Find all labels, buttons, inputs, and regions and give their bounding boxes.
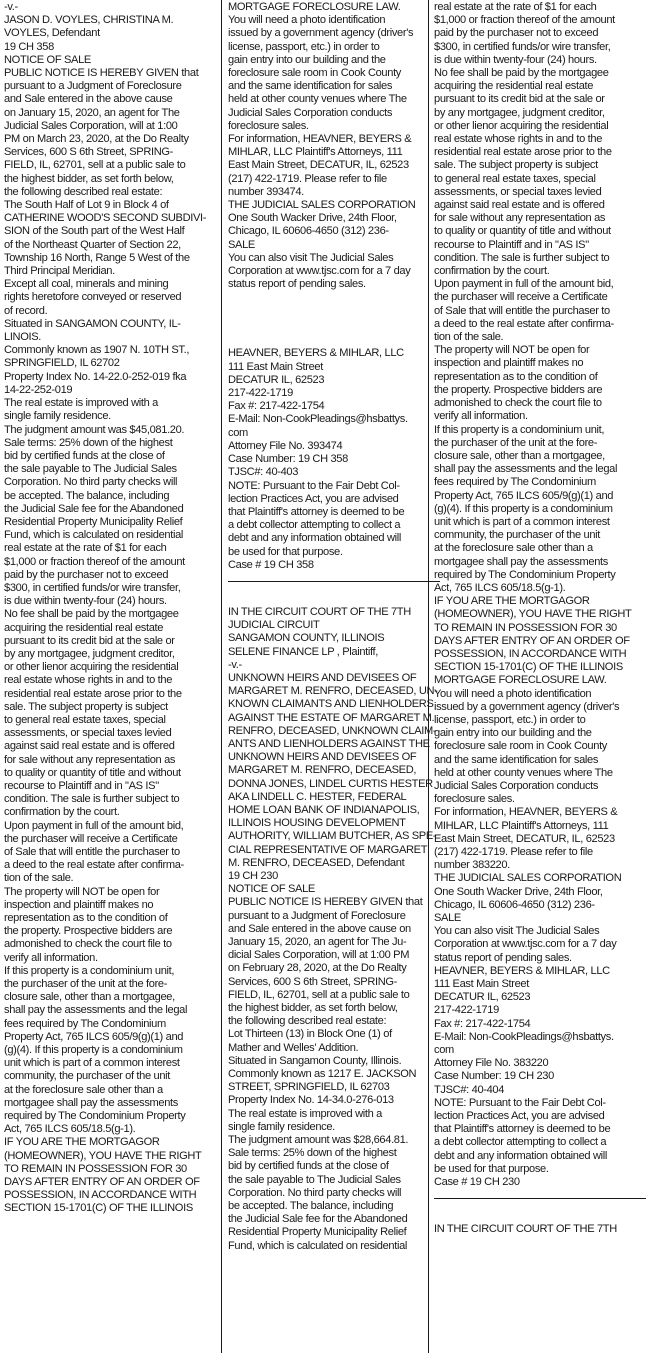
text-line: and Sale entered in the above cause: [4, 93, 173, 106]
text-line: or other lienor acquiring the residential: [4, 661, 179, 674]
text-line: at the foreclosure sale other than a: [434, 542, 593, 555]
text-line: Upon payment in full of the amount bid,: [434, 278, 614, 291]
column-3: [434, 1, 646, 1353]
text-line: DECATUR IL, 62523: [228, 373, 325, 386]
text-line: be used for that purpose.: [228, 545, 343, 558]
text-line: bid by certified funds at the close of: [228, 1160, 389, 1173]
text-line: rights heretofore conveyed or reserved: [4, 291, 182, 304]
text-line: The real estate is improved with a: [4, 397, 158, 410]
text-line: Except all coal, minerals and mining: [4, 278, 169, 291]
text-line: No fee shall be paid by the mortgagee: [4, 608, 179, 621]
text-line: DAYS AFTER ENTRY OF AN ORDER OF: [4, 1176, 200, 1189]
text-line: SALE: [434, 912, 461, 925]
notice-separator: [434, 1198, 646, 1199]
text-line: fees required by The Condominium: [434, 476, 596, 489]
text-line: THE JUDICIAL SALES CORPORATION: [434, 872, 622, 885]
text-line: pursuant to its credit bid at the sale or: [434, 93, 605, 106]
text-line: Situated in SANGAMON COUNTY, IL-: [4, 317, 181, 330]
text-line: For information, HEAVNER, BEYERS &: [434, 806, 618, 819]
text-line: IN THE CIRCUIT COURT OF THE 7TH: [434, 1223, 617, 1236]
text-line: that Plaintiff's attorney is deemed to be: [228, 505, 405, 518]
text-line: The judgment amount was $28,664.81.: [228, 1134, 409, 1147]
next-notice-heading: [434, 1223, 646, 1236]
text-line: $300, in certified funds/or wire transfer,: [434, 40, 611, 53]
text-line: E-Mail: Non-CookPleadings@hsbattys.: [228, 413, 408, 426]
text-line: UNKNOWN HEIRS AND DEVISEES OF: [228, 751, 417, 764]
spacer: [228, 291, 440, 347]
notice-19-ch-358-body: [4, 1, 216, 1216]
text-line: Case Number: 19 CH 358: [228, 453, 348, 466]
text-line: pursuant to its credit bid at the sale or: [4, 634, 175, 647]
text-line: on February 28, 2020, at the Do Realty: [228, 962, 407, 975]
text-line: admonished to check the court file to: [434, 397, 602, 410]
text-line: $300, in certified funds/or wire transfer,: [4, 581, 181, 594]
text-line: and Sale entered in the above cause on: [228, 922, 411, 935]
text-line: STREET, SPRINGFIELD, IL 62703: [228, 1081, 390, 1094]
text-line: closure sale, other than a mortgagee,: [4, 991, 175, 1004]
text-line: required by The Condominium Property: [4, 1110, 186, 1123]
text-line: to quality or quantity of title and without: [434, 225, 611, 238]
text-line: JUDICIAL CIRCUIT: [228, 619, 320, 632]
text-line: MARGARET M. RENFRO, DECEASED,: [228, 764, 417, 777]
text-line: lection Practices Act, you are advised: [228, 492, 399, 505]
text-line: HOME LOAN BANK OF INDIANAPOLIS,: [228, 803, 420, 816]
text-line: No fee shall be paid by the mortgagee: [434, 67, 609, 80]
text-line: for sale without any representation as: [4, 753, 176, 766]
text-line: against said real estate and is offered: [4, 740, 175, 753]
text-line: Property Act, 765 ILCS 605/9(g)(1) and: [434, 489, 614, 502]
text-line: SECTION 15-1701(C) OF THE ILLINOIS: [434, 661, 623, 674]
text-line: assessments, or special taxes levied: [434, 185, 602, 198]
text-line: the Judicial Sale fee for the Abandoned: [228, 1213, 408, 1226]
text-line: HEAVNER, BEYERS & MIHLAR, LLC: [228, 347, 404, 360]
text-line: Mather and Welles' Addition.: [228, 1041, 359, 1054]
attorney-block-19-ch-358: [228, 347, 440, 571]
text-line: FIELD, IL, 62701, sell at a public sale to: [228, 988, 410, 1001]
text-line: ANTS AND LIENHOLDERS AGAINST THE: [228, 737, 430, 750]
text-line: of Sale that will entitle the purchaser to: [434, 304, 610, 317]
text-line: by any mortgagee, judgment creditor,: [4, 647, 175, 660]
text-line: -v.-: [228, 658, 242, 671]
text-line: status report of pending sales.: [228, 278, 366, 291]
text-line: Act, 765 ILCS 605/18.5(g-1).: [434, 581, 566, 594]
text-line: the highest bidder, as set forth below,: [4, 172, 174, 185]
text-line: Case Number: 19 CH 230: [434, 1070, 554, 1083]
text-line: Attorney File No. 383220: [434, 1057, 549, 1070]
text-line: bid by certified funds at the close of: [4, 449, 165, 462]
text-line: East Main Street, DECATUR, IL, 62523: [434, 832, 615, 845]
text-line: the sale payable to The Judicial Sales: [4, 463, 177, 476]
notice-separator: [228, 581, 440, 582]
text-line: number 383220.: [434, 859, 510, 872]
text-line: number 393474.: [228, 185, 304, 198]
text-line: license, passport, etc.) in order to: [434, 713, 586, 726]
text-line: to quality or quantity of title and without: [4, 766, 181, 779]
text-line: -v.-: [4, 1, 18, 13]
text-line: community, the purchaser of the unit: [4, 1070, 171, 1083]
text-line: VOYLES, Defendant: [4, 27, 100, 40]
text-line: unit which is part of a common interest: [434, 515, 610, 528]
text-line: M. RENFRO, DECEASED, Defendant: [228, 856, 405, 869]
text-line: a debt collector attempting to collect a: [228, 519, 401, 532]
text-line: a deed to the real estate after confirma-: [434, 317, 614, 330]
text-line: confirmation by the court.: [434, 265, 550, 278]
text-line: the purchaser of the unit at the fore-: [4, 978, 168, 991]
text-line: Fax #: 217-422-1754: [434, 1017, 531, 1030]
column-1: [4, 1, 216, 1353]
text-line: Residential Property Municipality Relief: [228, 1226, 407, 1239]
text-line: is due within twenty-four (24) hours.: [434, 53, 597, 66]
text-line: mortgagee shall pay the assessments: [434, 555, 608, 568]
text-line: of Sale that will entitle the purchaser to: [4, 846, 180, 858]
text-line: com: [434, 1044, 454, 1057]
text-line: Sale terms: 25% down of the highest: [228, 1147, 397, 1160]
text-line: required by The Condominium Property: [434, 568, 616, 581]
text-line: One South Wacker Drive, 24th Floor,: [434, 885, 603, 898]
text-line: representation as to the condition of: [4, 912, 168, 925]
text-line: Corporation at www.tjsc.com for a 7 day: [228, 265, 411, 278]
text-line: verify all information.: [434, 410, 528, 423]
text-line: to general real estate taxes, special: [434, 172, 596, 185]
text-line: The South Half of Lot 9 in Block 4 of: [4, 199, 169, 212]
text-line: NOTICE OF SALE: [4, 53, 91, 66]
text-line: condition. The sale is further subject to: [4, 793, 180, 806]
text-line: DECATUR IL, 62523: [434, 991, 531, 1004]
text-line: Corporation. No third party checks will: [4, 476, 178, 489]
text-line: confirmation by the court.: [4, 806, 120, 819]
text-line: assessments, or special taxes levied: [4, 727, 172, 740]
text-line: against said real estate and is offered: [434, 199, 605, 212]
text-line: MIHLAR, LLC Plaintiff's Attorneys, 111: [228, 146, 403, 159]
text-line: ILLINOIS HOUSING DEVELOPMENT: [228, 817, 406, 830]
text-line: residential real estate arose prior to the: [434, 146, 612, 159]
text-line: be used for that purpose.: [434, 1162, 549, 1175]
text-line: by any mortgagee, judgment creditor,: [434, 106, 605, 119]
text-line: debt and any information obtained will: [228, 532, 401, 545]
text-line: LINOIS.: [4, 331, 42, 344]
text-line: (g)(4). If this property is a condominium: [434, 502, 613, 515]
text-line: the purchaser will receive a Certificate: [4, 832, 178, 845]
text-line: DAYS AFTER ENTRY OF AN ORDER OF: [434, 634, 630, 647]
text-line: SPRINGFIELD, IL 62702: [4, 357, 120, 370]
text-line: the Judicial Sale fee for the Abandoned: [4, 502, 184, 515]
text-line: sale. The subject property is subject: [4, 700, 168, 713]
text-line: PUBLIC NOTICE IS HEREBY GIVEN that: [228, 896, 423, 909]
text-line: IF YOU ARE THE MORTGAGOR: [434, 595, 590, 608]
text-line: For information, HEAVNER, BEYERS &: [228, 133, 412, 146]
text-line: The judgment amount was $45,081.20.: [4, 423, 185, 436]
text-line: THE JUDICIAL SALES CORPORATION: [228, 199, 416, 212]
text-line: TO REMAIN IN POSSESSION FOR 30: [4, 1162, 187, 1175]
text-line: real estate at the rate of $1 for each: [4, 542, 167, 555]
text-line: AUTHORITY, WILLIAM BUTCHER, AS SPE-: [228, 830, 437, 843]
text-line: recourse to Plaintiff and in "AS IS": [4, 779, 159, 792]
text-line: PUBLIC NOTICE IS HEREBY GIVEN that: [4, 67, 199, 80]
text-line: inspection and plaintiff makes no: [434, 357, 584, 370]
text-line: issued by a government agency (driver's: [228, 27, 414, 40]
text-line: (g)(4). If this property is a condominium: [4, 1044, 183, 1057]
column-divider: [221, 0, 222, 1353]
text-line: tion of the sale.: [4, 872, 74, 885]
text-line: Property Index No. 14-22.0-252-019 fka: [4, 370, 187, 383]
text-line: condition. The sale is further subject to: [434, 251, 610, 264]
text-line: foreclosure sales.: [228, 119, 309, 132]
text-line: real estate at the rate of $1 for each: [434, 1, 597, 13]
text-line: paid by the purchaser not to exceed: [434, 27, 599, 40]
text-line: Lot Thirteen (13) in Block One (1) of: [228, 1028, 392, 1041]
text-line: at the foreclosure sale other than a: [4, 1083, 163, 1096]
text-line: a debt collector attempting to collect a: [434, 1136, 607, 1149]
text-line: You will need a photo identification: [228, 14, 386, 27]
text-line: RENFRO, DECEASED, UNKNOWN CLAIM-: [228, 724, 437, 737]
notice-19-ch-230-body: [228, 606, 440, 1253]
column-2: [228, 1, 440, 1353]
text-line: the property. Prospective bidders are: [434, 383, 603, 396]
text-line: $1,000 or fraction thereof of the amount: [434, 14, 615, 27]
text-line: 19 CH 230: [228, 869, 278, 882]
text-line: and the same identification for sales: [228, 80, 393, 93]
text-line: be accepted. The balance, including: [228, 1200, 394, 1213]
text-line: You can also visit The Judicial Sales: [228, 251, 394, 264]
text-line: shall pay the assessments and the legal: [434, 463, 618, 476]
text-line: If this property is a condominium unit,: [434, 423, 605, 436]
text-line: Upon payment in full of the amount bid,: [4, 819, 184, 832]
text-line: Attorney File No. 393474: [228, 439, 343, 452]
text-line: debt and any information obtained will: [434, 1149, 607, 1162]
text-line: the property. Prospective bidders are: [4, 925, 173, 938]
text-line: the purchaser of the unit at the fore-: [434, 436, 598, 449]
text-line: Case # 19 CH 230: [434, 1176, 520, 1189]
text-line: TO REMAIN IN POSSESSION FOR 30: [434, 621, 617, 634]
text-line: The property will NOT be open for: [4, 885, 160, 898]
text-line: foreclosure sale room in Cook County: [228, 67, 401, 80]
text-line: to general real estate taxes, special: [4, 713, 166, 726]
text-line: SELENE FINANCE LP , Plaintiff,: [228, 645, 379, 658]
text-line: Fax #: 217-422-1754: [228, 400, 325, 413]
text-line: SALE: [228, 238, 255, 251]
text-line: AKA LINDELL C. HESTER, FEDERAL: [228, 790, 407, 803]
text-line: HEAVNER, BEYERS & MIHLAR, LLC: [434, 964, 610, 977]
text-line: Property Act, 765 ILCS 605/9(g)(1) and: [4, 1030, 184, 1043]
text-line: foreclosure sale room in Cook County: [434, 740, 607, 753]
text-line: held at other county venues where The: [434, 766, 613, 779]
text-line: Fund, which is calculated on residential: [4, 529, 184, 542]
text-line: acquiring the residential real estate: [434, 80, 594, 93]
text-line: AGAINST THE ESTATE OF MARGARET M.: [228, 711, 435, 724]
text-line: Township 16 North, Range 5 West of the: [4, 251, 190, 264]
text-line: single family residence.: [228, 1120, 335, 1133]
text-line: the following described real estate:: [228, 1015, 387, 1028]
text-line: Judicial Sales Corporation conducts: [228, 106, 393, 119]
text-line: held at other county venues where The: [228, 93, 407, 106]
text-line: 217-422-1719: [434, 1004, 499, 1017]
text-line: The property will NOT be open for: [434, 344, 590, 357]
text-line: CIAL REPRESENTATIVE OF MARGARET: [228, 843, 428, 856]
text-line: paid by the purchaser not to exceed: [4, 568, 169, 581]
text-line: POSSESSION, IN ACCORDANCE WITH: [4, 1189, 197, 1202]
text-line: January 15, 2020, an agent for The Ju-: [228, 936, 407, 948]
text-line: FIELD, IL, 62701, sell at a public sale to: [4, 159, 186, 172]
text-line: the highest bidder, as set forth below,: [228, 1002, 398, 1015]
text-line: MIHLAR, LLC Plaintiff's Attorneys, 111: [434, 819, 609, 832]
text-line: residential real estate arose prior to the: [4, 687, 182, 700]
text-line: sale. The subject property is subject: [434, 159, 598, 172]
text-line: pursuant to a Judgment of Foreclosure: [228, 909, 406, 922]
text-line: acquiring the residential real estate: [4, 621, 164, 634]
text-line: (217) 422-1719. Please refer to file: [228, 172, 387, 185]
text-line: Residential Property Municipality Relief: [4, 515, 183, 528]
text-line: TJSC#: 40-404: [434, 1083, 505, 1096]
text-line: E-Mail: Non-CookPleadings@hsbattys.: [434, 1030, 614, 1043]
text-line: KNOWN CLAIMANTS AND LIENHOLDERS: [228, 698, 434, 711]
text-line: tion of the sale.: [434, 331, 504, 344]
text-line: POSSESSION, IN ACCORDANCE WITH: [434, 647, 627, 660]
text-line: on January 15, 2020, an agent for The: [4, 106, 180, 119]
text-line: Commonly known as 1217 E. JACKSON: [228, 1068, 417, 1081]
text-line: If this property is a condominium unit,: [4, 964, 175, 977]
text-line: NOTE: Pursuant to the Fair Debt Col-: [434, 1096, 606, 1109]
text-line: real estate whose rights in and to the: [434, 133, 603, 146]
text-line: foreclosure sales.: [434, 793, 515, 806]
text-line: 19 CH 358: [4, 40, 54, 53]
text-line: Services, 600 S 6th Street, SPRING-: [228, 975, 398, 988]
text-line: Chicago, IL 60606-4650 (312) 236-: [228, 225, 389, 238]
text-line: community, the purchaser of the unit: [434, 529, 601, 542]
text-line: Third Principal Meridian.: [4, 265, 115, 278]
text-line: DONNA JONES, LINDEL CURTIS HESTER: [228, 777, 433, 790]
text-line: You can also visit The Judicial Sales: [434, 925, 600, 938]
text-line: the following described real estate:: [4, 185, 163, 198]
text-line: Judicial Sales Corporation, will at 1:00: [4, 119, 178, 132]
text-line: of the Northeast Quarter of Section 22,: [4, 238, 181, 251]
text-line: mortgagee shall pay the assessments: [4, 1096, 178, 1109]
text-line: TJSC#: 40-403: [228, 466, 299, 479]
text-line: Property Index No. 14-34.0-276-013: [228, 1094, 394, 1107]
text-line: the purchaser will receive a Certificate: [434, 291, 608, 304]
text-line: UNKNOWN HEIRS AND DEVISEES OF: [228, 671, 417, 684]
text-line: Services, 600 S 6th Street, SPRING-: [4, 146, 174, 159]
text-line: Commonly known as 1907 N. 10TH ST.,: [4, 344, 190, 357]
text-line: IF YOU ARE THE MORTGAGOR: [4, 1136, 160, 1149]
text-line: (HOMEOWNER), YOU HAVE THE RIGHT: [4, 1149, 202, 1162]
text-line: Corporation. No third party checks will: [228, 1186, 402, 1199]
text-line: closure sale, other than a mortgagee,: [434, 449, 605, 462]
notice-19-ch-230-continuation: [434, 1, 646, 1189]
text-line: recourse to Plaintiff and in "AS IS": [434, 238, 589, 251]
text-line: Fund, which is calculated on residential: [228, 1239, 408, 1252]
text-line: PM on March 23, 2020, at the Do Realty: [4, 133, 189, 146]
text-line: gain entry into our building and the: [434, 727, 592, 740]
text-line: pursuant to a Judgment of Foreclosure: [4, 80, 182, 93]
text-line: real estate whose rights in and to the: [4, 674, 173, 687]
text-line: for sale without any representation as: [434, 212, 606, 225]
text-line: MORTGAGE FORECLOSURE LAW.: [228, 1, 401, 13]
text-line: a deed to the real estate after confirma-: [4, 859, 184, 872]
text-line: Judicial Sales Corporation conducts: [434, 779, 599, 792]
text-line: 111 East Main Street: [228, 360, 323, 373]
text-line: (HOMEOWNER), YOU HAVE THE RIGHT: [434, 608, 632, 621]
text-line: SANGAMON COUNTY, ILLINOIS: [228, 632, 385, 645]
text-line: lection Practices Act, you are advised: [434, 1110, 605, 1123]
text-line: representation as to the condition of: [434, 370, 598, 383]
text-line: $1,000 or fraction thereof of the amount: [4, 555, 185, 568]
text-line: that Plaintiff's attorney is deemed to be: [434, 1123, 611, 1136]
text-line: of record.: [4, 304, 48, 317]
text-line: dicial Sales Corporation, will at 1:00 PM: [228, 949, 410, 962]
text-line: gain entry into our building and the: [228, 53, 386, 66]
text-line: 217-422-1719: [228, 387, 293, 400]
text-line: Corporation at www.tjsc.com for a 7 day: [434, 938, 617, 951]
text-line: be accepted. The balance, including: [4, 489, 170, 502]
text-line: IN THE CIRCUIT COURT OF THE 7TH: [228, 605, 411, 618]
text-line: One South Wacker Drive, 24th Floor,: [228, 212, 397, 225]
text-line: You will need a photo identification: [434, 687, 592, 700]
text-line: issued by a government agency (driver's: [434, 700, 620, 713]
text-line: inspection and plaintiff makes no: [4, 898, 154, 911]
text-line: verify all information.: [4, 951, 98, 964]
text-line: JASON D. VOYLES, CHRISTINA M.: [4, 14, 174, 27]
text-line: CATHERINE WOOD'S SECOND SUBDIVI-: [4, 212, 207, 225]
text-line: Case # 19 CH 358: [228, 558, 314, 571]
text-line: Chicago, IL 60606-4650 (312) 236-: [434, 898, 595, 911]
text-line: SION of the South part of the West Half: [4, 225, 185, 238]
text-line: fees required by The Condominium: [4, 1017, 166, 1030]
text-line: shall pay the assessments and the legal: [4, 1004, 188, 1017]
text-line: com: [228, 426, 248, 439]
text-line: MARGARET M. RENFRO, DECEASED, UN-: [228, 685, 438, 698]
text-line: NOTICE OF SALE: [228, 883, 315, 896]
text-line: MORTGAGE FORECLOSURE LAW.: [434, 674, 607, 687]
text-line: and the same identification for sales: [434, 753, 599, 766]
text-line: or other lienor acquiring the residential: [434, 119, 609, 132]
text-line: the sale payable to The Judicial Sales: [228, 1173, 401, 1186]
text-line: admonished to check the court file to: [4, 938, 172, 951]
text-line: status report of pending sales.: [434, 951, 572, 964]
text-line: is due within twenty-four (24) hours.: [4, 595, 167, 608]
text-line: East Main Street, DECATUR, IL, 62523: [228, 159, 409, 172]
text-line: license, passport, etc.) in order to: [228, 40, 380, 53]
text-line: 14-22-252-019: [4, 383, 73, 396]
text-line: The real estate is improved with a: [228, 1107, 382, 1120]
text-line: Sale terms: 25% down of the highest: [4, 436, 173, 449]
text-line: Situated in Sangamon County, Illinois.: [228, 1054, 402, 1067]
text-line: 111 East Main Street: [434, 978, 529, 991]
text-line: (217) 422-1719. Please refer to file: [434, 846, 593, 858]
text-line: NOTE: Pursuant to the Fair Debt Col-: [228, 479, 400, 492]
notice-19-ch-358-continuation: [228, 1, 440, 291]
text-line: unit which is part of a common interest: [4, 1057, 180, 1070]
text-line: single family residence.: [4, 410, 111, 423]
text-line: SECTION 15-1701(C) OF THE ILLINOIS: [4, 1202, 193, 1215]
text-line: Act, 765 ILCS 605/18.5(g-1).: [4, 1123, 136, 1136]
